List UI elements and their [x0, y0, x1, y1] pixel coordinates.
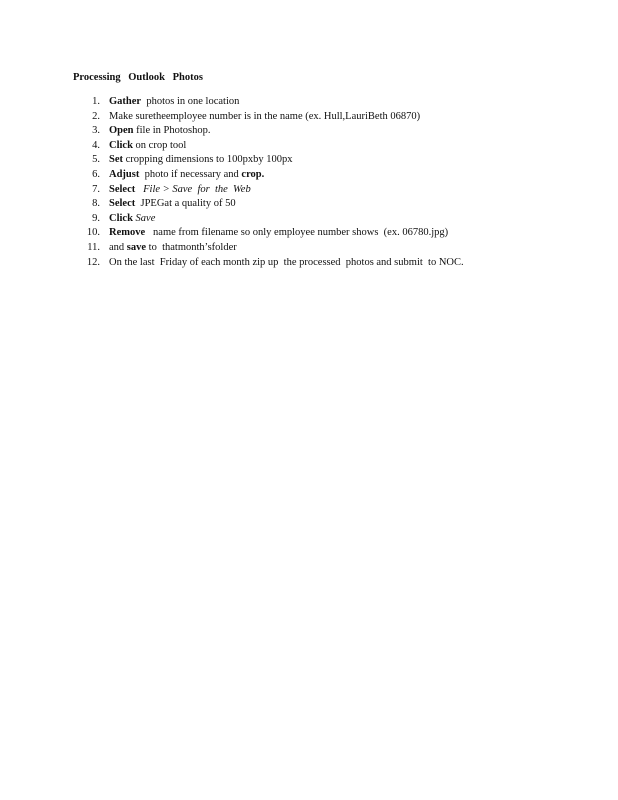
step-keyword: Set [109, 154, 123, 166]
step-text-run: on crop tool [132, 139, 187, 151]
step-keyword: save [126, 241, 147, 253]
step-item [70, 197, 464, 212]
step-text-run [135, 184, 143, 195]
step-text [109, 154, 292, 165]
step-number: 1. [92, 96, 100, 107]
step-text [109, 242, 237, 253]
step-text-run: On the last Friday of each month zip up the processed photos and submit to NOC. [109, 256, 464, 268]
step-item [70, 168, 464, 183]
step-text-run: JPEGat a quality of 50 [135, 198, 236, 210]
step-text-run: and [109, 241, 127, 253]
step-text [109, 257, 464, 268]
step-keyword: Gather [109, 96, 142, 107]
step-keyword: Click [109, 139, 133, 151]
step-text [109, 227, 448, 238]
step-item [70, 139, 464, 154]
step-keyword: Select [109, 183, 136, 195]
step-text-run: photo if necessary and [139, 168, 242, 180]
step-item [70, 256, 464, 271]
step-text [109, 111, 420, 122]
step-number: 12. [86, 256, 100, 268]
step-text-run: Make suretheemployee number is in the name (ex. Hull,LauriBeth 06870) [109, 110, 421, 122]
step-number: 2. [92, 110, 100, 122]
step-text-run: file in Photoshop. [133, 125, 211, 137]
step-number: 6. [92, 168, 100, 180]
step-item [70, 212, 464, 227]
step-text [109, 96, 239, 107]
step-menu-path: File > Save for the Web [143, 183, 251, 195]
step-number: 8. [92, 198, 100, 210]
step-text [109, 213, 155, 224]
step-keyword: crop. [241, 168, 265, 180]
step-item [70, 110, 464, 125]
step-item [70, 124, 464, 139]
step-text [109, 184, 251, 195]
step-keyword: Click [109, 212, 133, 224]
step-text [109, 169, 264, 180]
step-item [70, 241, 464, 256]
step-number: 7. [92, 183, 100, 195]
step-number: 10. [86, 227, 100, 239]
step-text [109, 198, 236, 209]
step-text [109, 125, 211, 136]
step-text-run: cropping dimensions to 100pxby 100px [123, 154, 293, 166]
step-keyword: Open [109, 125, 134, 137]
step-item [70, 95, 464, 110]
steps-list [70, 95, 464, 270]
step-item [70, 226, 464, 241]
step-number: 11. [87, 241, 100, 253]
step-keyword: Select [109, 198, 136, 210]
step-text-run: photos in one location [141, 96, 240, 107]
step-number: 4. [92, 139, 100, 151]
step-menu-path: Save [135, 212, 156, 224]
document-title: Processing Outlook Photos [73, 72, 203, 83]
step-keyword: Adjust [109, 168, 140, 180]
step-item [70, 183, 464, 198]
step-item [70, 153, 464, 168]
step-number: 3. [92, 125, 100, 137]
step-text [109, 140, 186, 151]
step-keyword: Remove [109, 227, 146, 239]
step-number: 9. [92, 212, 100, 224]
step-text-run: to thatmonth’sfolder [146, 241, 237, 253]
step-text-run: name from filename so only employee number shows (ex. 06780.jpg) [145, 227, 449, 239]
step-number: 5. [92, 154, 100, 166]
